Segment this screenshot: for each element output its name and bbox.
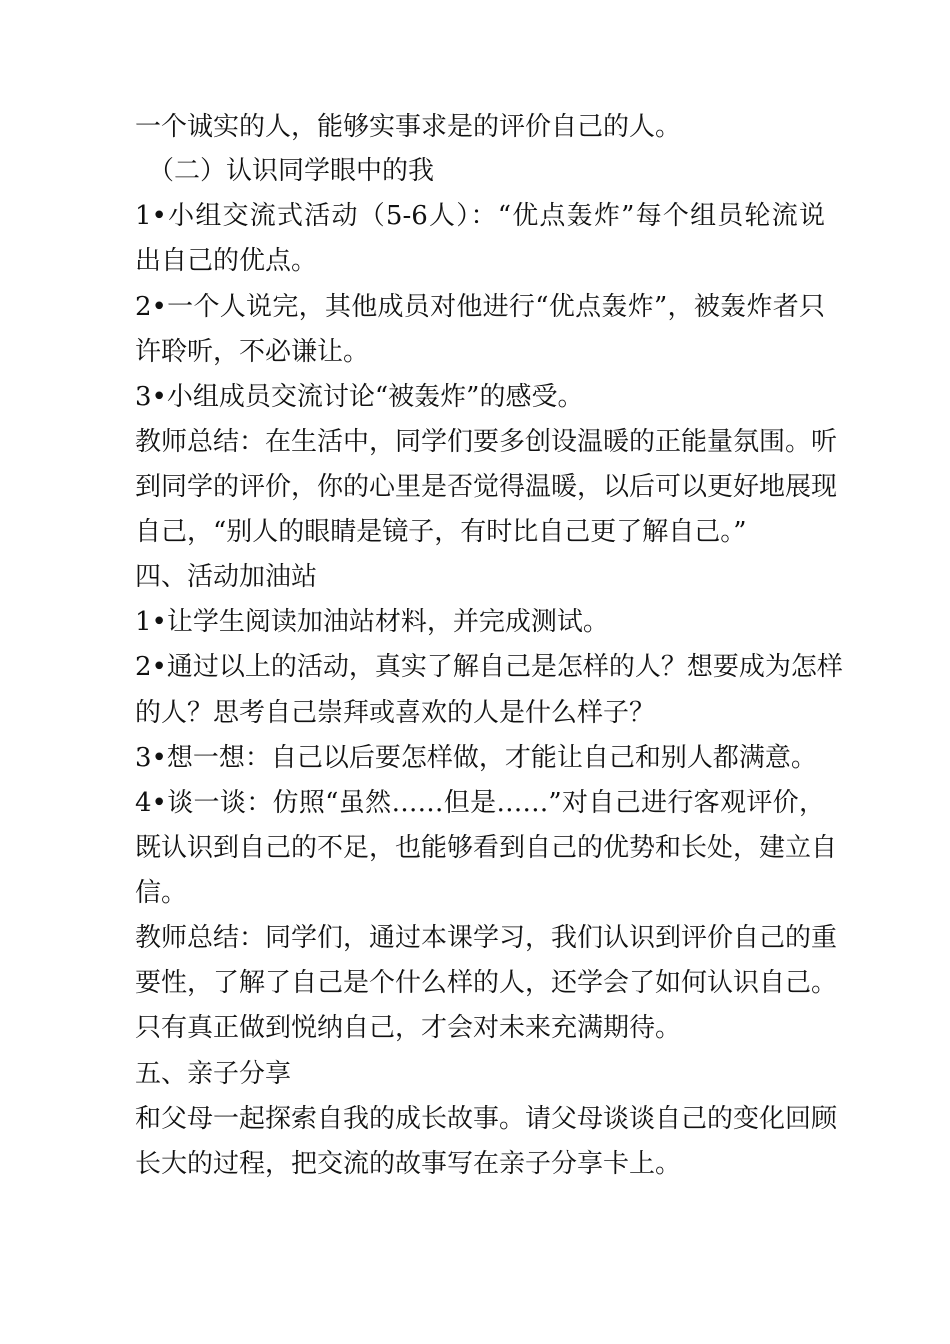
text-line: 要性，了解了自己是个什么样的人，还学会了如何认识自己。 bbox=[135, 968, 838, 998]
text-line: 既认识到自己的不足，也能够看到自己的优势和长处，建立自 bbox=[135, 833, 838, 863]
text-line: 一个诚实的人，能够实事求是的评价自己的人。 bbox=[135, 112, 682, 142]
text-line: 自己，“别人的眼睛是镜子，有时比自己更了解自己。” bbox=[135, 517, 747, 547]
section-heading: （二）认识同学眼中的我 bbox=[148, 156, 435, 186]
text-line: 2•一个人说完，其他成员对他进行“优点轰炸”，被轰炸者只 bbox=[135, 292, 825, 322]
text-line: 许聆听，不必谦让。 bbox=[135, 337, 370, 367]
text-line: 和父母一起探索自我的成长故事。请父母谈谈自己的变化回顾 bbox=[135, 1104, 838, 1134]
text-line: 2•通过以上的活动，真实了解自己是怎样的人？想要成为怎样 bbox=[135, 652, 843, 682]
text-line: 到同学的评价，你的心里是否觉得温暖，以后可以更好地展现 bbox=[135, 472, 838, 502]
text-line: 信。 bbox=[135, 878, 188, 908]
text-line: 出自己的优点。 bbox=[135, 246, 318, 276]
section-heading: 四、活动加油站 bbox=[135, 562, 318, 592]
text-line: 只有真正做到悦纳自己，才会对未来充满期待。 bbox=[135, 1013, 682, 1043]
text-line: 3•想一想：自己以后要怎样做，才能让自己和别人都满意。 bbox=[135, 743, 817, 773]
text-line: 教师总结：在生活中，同学们要多创设温暖的正能量氛围。听 bbox=[135, 427, 838, 457]
text-line: 3•小组成员交流讨论“被轰炸”的感受。 bbox=[135, 382, 584, 412]
text-line: 1•让学生阅读加油站材料，并完成测试。 bbox=[135, 607, 609, 637]
text-line: 的人？思考自己崇拜或喜欢的人是什么样子？ bbox=[135, 698, 656, 728]
text-line: 长大的过程，把交流的故事写在亲子分享卡上。 bbox=[135, 1149, 682, 1179]
section-heading: 五、亲子分享 bbox=[135, 1059, 292, 1089]
text-line: 4•谈一谈：仿照“虽然……但是……”对自己进行客观评价， bbox=[135, 788, 825, 818]
text-line: 1•小组交流式活动（5-6人）：“优点轰炸”每个组员轮流说 bbox=[135, 201, 825, 231]
text-line: 教师总结：同学们，通过本课学习，我们认识到评价自己的重 bbox=[135, 923, 838, 953]
